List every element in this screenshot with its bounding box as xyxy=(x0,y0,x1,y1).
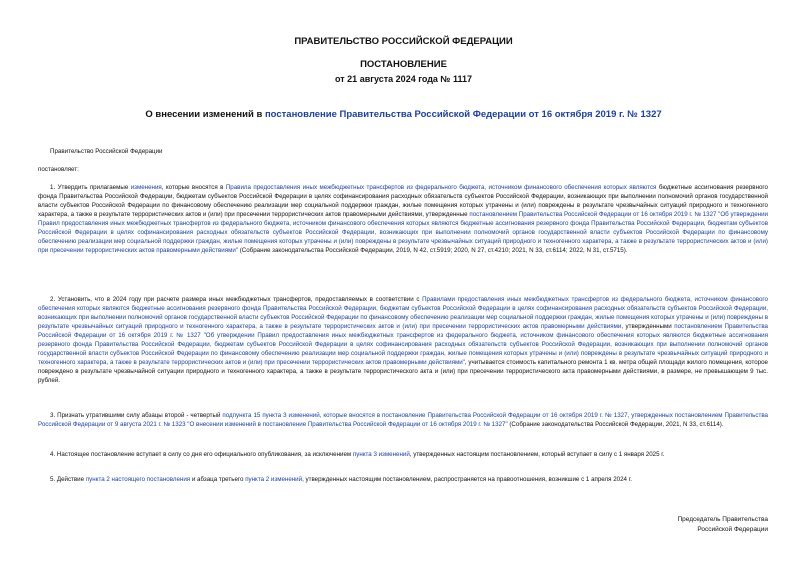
p1-text-c: бюджетные ассигнования резервного фонда Правительства Российской Федерации, бюджетам субъектов Российской Федерации в целях софинансирования расходных обязательств субъектов Российской Федерации, возникающих при выполнении полномочий органов государственной власти субъектов Российской Федерации по финансовому обеспечению реализации мер социальной поддержки граждан, жилые помещения которых утрачены и (или) повреждены в результате чрезвычайных ситуаций природного и техногенного характера, а также в результате террористических актов и (или) при пресечении террористических актов правомерными действиями, утвержденные xyxy=(38,184,768,218)
p3-link-subclause[interactable]: подпункта 15 пункта 3 изменений, которые вносятся в постановление Правительства Российской Федерации от 16 октября 2019 г. № 1327, утвержденных постановлением Правительства Российской Федерации от 9 августа 2021 г. № 1323 "О внесении изменений в постановление Правительства Российской Федерации от 16 октября 2019 г. № 1327" xyxy=(38,412,768,428)
p5-text-b: и абзаца третьего xyxy=(190,476,246,483)
p5-link-clause2[interactable]: пункта 2 настоящего постановления xyxy=(85,476,191,483)
p5-link-changes[interactable]: пункта 2 изменений xyxy=(245,476,303,483)
p4-link-clause3[interactable]: пункта 3 изменений xyxy=(352,451,410,458)
p4-text-b: , утвержденных настоящим постановлением, который вступает в силу с 1 января 2025 г. xyxy=(409,451,665,458)
p2-text-b: , утвержденными xyxy=(621,323,675,330)
p1-link-resolution[interactable]: постановлением Правительства Российской Федерации от 16 октября 2019 г. № 1327 "Об утверждении Правил предоставления иных межбюджетных трансфертов из федерального бюджета, источником финансового обеспечения которых являются бюджетные ассигнования резервного фонда Правительства Российской Федерации, бюджетам субъектов Российской Федерации в целях софинансирования расходных обязательств субъектов Российской Федерации, возникающих при выполнении полномочий органов государственной власти субъектов Российской Федерации по финансовому обеспечению реализации мер социальной поддержки граждан, жилые помещения которых утрачены и (или) повреждены в результате чрезвычайных ситуаций природного и техногенного характера, а также в результате террористических актов и (или) при пресечении террористических актов правомерными действиями" xyxy=(38,211,769,254)
paragraph-5 xyxy=(38,475,768,484)
p1-text-a: 1. Утвердить прилагаемые xyxy=(50,184,131,191)
signature-org: Российской Федерации xyxy=(697,526,768,533)
p1-link-rules[interactable]: Правила предоставления иных межбюджетных трансфертов из федерального бюджета, источником финансового обеспечения которых являются xyxy=(225,184,657,191)
document-title xyxy=(0,109,807,120)
p1-link-changes[interactable]: изменения xyxy=(130,184,162,191)
p2-link-resolution[interactable]: постановлением Правительства Российской Федерации от 16 октября 2019 г. № 1327 "Об утверждении Правил предоставления иных межбюджетных трансфертов из федерального бюджета, источником финансового обеспечения которых являются бюджетные ассигнования резервного фонда Правительства Российской Федерации, бюджетам субъектов Российской Федерации в целях софинансирования расходных обязательств субъектов Российской Федерации, возникающих при выполнении полномочий органов государственной власти субъектов Российской Федерации по финансовому обеспечению реализации мер социальной поддержки граждан, жилые помещения которых утрачены и (или) повреждены в результате чрезвычайных ситуаций природного и техногенного характера, а также в результате террористических актов и (или) при пресечении террористических актов правомерными действиями" xyxy=(38,323,768,366)
paragraph-2 xyxy=(38,295,768,385)
title-prefix: О внесении изменений в xyxy=(145,109,265,120)
p4-text-a: 4. Настоящее постановление вступает в силу со дня его официального опубликования, за исключением xyxy=(50,451,353,458)
signature-title: Председатель Правительства xyxy=(677,516,768,523)
p1-text-d: (Собрание законодательства Российской Федерации, 2019, N 42, ст.5919; 2020, N 27, ст.4210; 2021, N 33, ст.6114; 2022, N 31, ст.5715). xyxy=(237,247,628,254)
p2-link-rules[interactable]: Правилами предоставления иных межбюджетных трансфертов из федерального бюджета, источником финансового обеспечения которых являются бюджетные ассигнования резервного фонда Правительства Российской Федерации, бюджетам субъектов Российской Федерации в целях софинансирования расходных обязательств субъектов Российской Федерации, возникающих при выполнении полномочий органов государственной власти субъектов Российской Федерации по финансовому обеспечению реализации мер социальной поддержки граждан, жилые помещения которых утрачены и (или) повреждены в результате чрезвычайных ситуаций природного и техногенного характера, а также в результате террористических актов и (или) при пресечении террористических актов правомерными действиями xyxy=(38,296,768,330)
p5-text-a: 5. Действие xyxy=(50,476,86,483)
p3-text-a: 3. Признать утратившими силу абзацы второй - четвертый xyxy=(50,412,223,419)
signature-block xyxy=(677,515,768,535)
p2-text-c: , учитывается стоимость капитального ремонта 1 кв. метра общей площади жилого помещения, которое повреждено в результате чрезвычайной ситуации природного и техногенного характера, а также в результате террористического акта и (или) при пресечении террористического акта правомерными действиями, в размере, не превышающем 9 тыс. рублей. xyxy=(38,359,768,384)
date-number: от 21 августа 2024 года № 1117 xyxy=(335,74,472,84)
issuer-text: Правительство Российской Федерации xyxy=(50,148,163,155)
resolves-text: постановляет: xyxy=(38,166,79,173)
doc-type-heading: ПОСТАНОВЛЕНИЕ xyxy=(360,59,447,70)
paragraph-3 xyxy=(38,411,768,429)
paragraph-1 xyxy=(38,183,768,255)
p3-text-b: (Собрание законодательства Российской Федерации, 2021, N 33, ст.6114). xyxy=(507,421,724,428)
p5-text-c: , утвержденных настоящим постановлением, распространяется на правоотношения, возникшие с 1 апреля 2024 г. xyxy=(302,476,632,483)
paragraph-4 xyxy=(38,450,768,459)
p2-text-a: 2. Установить, что в 2024 году при расчете размера иных межбюджетных трансфертов, предоставляемых в соответствии с xyxy=(50,296,423,303)
p1-text-b: , которые вносятся в xyxy=(161,184,226,191)
title-link[interactable]: постановление Правительства Российской Федерации от 16 октября 2019 г. № 1327 xyxy=(264,109,662,120)
government-heading: ПРАВИТЕЛЬСТВО РОССИЙСКОЙ ФЕДЕРАЦИИ xyxy=(294,36,513,47)
